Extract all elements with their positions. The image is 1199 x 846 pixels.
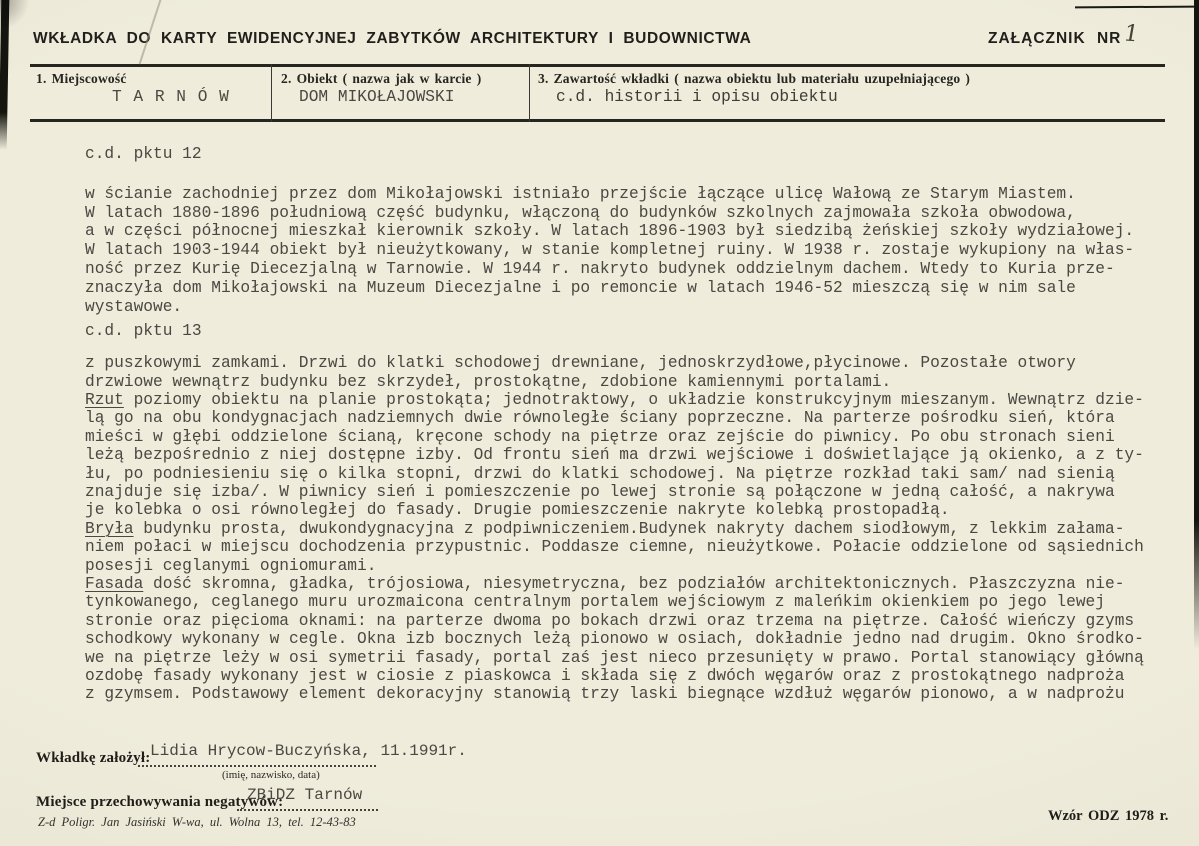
column-label-miejscowosc: 1. Miejscowość [36,71,127,86]
founder-hint: (imię, nazwisko, data) [222,769,320,781]
table-bottom-rule [30,119,1165,122]
scan-artifact-corner-shadow [0,0,30,30]
body-line: W latach 1880-1896 południową część budynku, włączoną do budynków szkolnych zajmowała szkoła obwodowa, [85,203,1076,222]
column-value-zawartosc: c.d. historii i opisu obiektu [556,88,838,106]
body-line: ność przez Kurię Diecezjalną w Tarnowie. W 1944 r. nakryto budynek oddzielnym dachem. Wtedy to Kuria prze- [85,259,1115,278]
body-line: niem połaci w miejscu dochodzenia przypustnic. Poddasze ciemne, nieużytkowe. Połacie oddzielone od sąsiednich [85,538,1144,557]
underlined-keyword: Fasada [85,575,144,594]
scan-artifact-right-edge [1194,0,1199,650]
body-heading: c.d. pktu 13 [85,322,202,341]
column-label-obiekt: 2. Obiekt ( nazwa jak w karcie ) [281,71,482,86]
body-line: łu, po podniesieniu się o kilka stopni, drzwi do klatki schodowej. Na piętrze rozkład taki sam/ nad sienią [85,464,1115,483]
body-paragraph [85,185,1195,317]
body-line: posesji ceglanymi ogniomurami. [85,556,377,575]
attachment-label: ZAŁĄCZNIK NR [988,30,1122,47]
body-line: je kolebka o osi równoległej do fasady. Drugie pomieszczenie nakryte kolebką prostopadłą. [85,501,950,520]
body-sections [85,145,1195,704]
body-line: ozdobę fasady wykonany jest w ciosie z piaskowca i składa się z dwóch węgarów oraz z prostokątnego nadproża [85,667,1125,686]
negatives-dotted-line [237,809,378,811]
column-value-miejscowosc: T A R N Ó W [112,88,230,106]
attachment-number-handwritten: 1 [1121,20,1141,48]
body-line: z puszkowymi zamkami. Drzwi do klatki schodowej drewniane, jednoskrzydłowe,płycinowe. Pozostałe otwory [85,354,1076,373]
body-line: z gzymsem. Podstawowy element dekoracyjny stanowią trzy laski biegnące wzdłuż węgarów pionowo, a w nadprożu [85,685,1125,704]
body-line: w ścianie zachodniej przez dom Mikołajowski istniało przejście łączące ulicę Wałową ze Starym Miastem. [85,184,1076,203]
body-line: lą go na obu kondygnacjach nadziemnych dwie równoległe ściany poprzeczne. Na parterze pośrodku sień, która [85,409,1115,428]
body-line: W latach 1903-1944 obiekt był nieużytkowany, w stanie kompletnej ruiny. W 1938 r. zostaje wykupiony na włas- [85,241,1135,260]
underlined-keyword: Bryła [85,519,134,538]
founder-dotted-line [138,765,376,767]
body-line: tynkowanego, ceglanego muru urozmaicona centralnym portalem wejściowym z maleńkim okienkiem po jego lewej [85,593,1105,612]
table-top-rule [30,64,1165,67]
scan-artifact-top-right-line [1075,6,1195,9]
body-line: we na piętrze leży w osi symetrii fasady, portal zaś jest nieco przesunięty w prawo. Portal stanowiący główną [85,648,1144,667]
body-paragraph [85,354,1195,391]
underlined-keyword: Rzut [85,390,124,409]
body-line: leżą bezpośrednio z niej dostępne izby. Od frontu sień ma drzwi wejściowe i doświetlające ją okienko, a z ty- [85,446,1144,465]
body-line: a w części północnej mieszkał kierownik szkoły. W latach 1896-1903 był siedzibą żeńskiej szkoły wydziałowej. [85,222,1135,241]
founder-label: Wkładkę założył: [36,750,151,766]
body-line: Rzut poziomy obiektu na planie prostokąta; jednotraktowy, o układzie konstrukcyjnym mieszanym. Wewnątrz dzie- [85,390,1144,409]
body-line: znaczyła dom Mikołajowski na Muzeum Diecezjalne i po remoncie w latach 1946-52 mieszczą się w nim sale [85,278,1076,297]
body-line: schodkowy wykonany w cegle. Okna izb bocznych leżą pionowo w osiach, dokładnie jedno nad drugim. Okno środko- [85,630,1144,649]
founder-value: Lidia Hrycow-Buczyńska, 11.1991r. [150,742,467,760]
body-line: Fasada dość skromna, gładka, trójosiowa, niesymetryczna, bez podziałów architektonicznych. Płaszczyzna nie- [85,575,1125,594]
body-line: wystawowe. [85,297,183,316]
body-line: stronie oraz pięcioma oknami: na parterze dwoma po bokach drzwi oraz trzema na piętrze. Całość wieńczy gzyms [85,611,1135,630]
negatives-value: ZBiDZ Tarnów [247,786,363,804]
table-divider-2 [529,64,530,122]
column-label-zawartosc: 3. Zawartość wkładki ( nazwa obiektu lub materiału uzupełniającego ) [538,71,971,86]
body-line: znajduje się izba/. W piwnicy sień i pomieszczenie po lewej stronie są połączone w jedną całość, a nakrywa [85,483,1115,502]
body-paragraph [85,520,1195,575]
form-code: Wzór ODZ 1978 r. [1048,808,1169,824]
table-divider-1 [271,64,272,122]
body-line: drzwiowe wewnątrz budynku bez skrzydeł, prostokątne, zdobione kamiennymi portalami. [85,372,892,391]
page-title: WKŁADKA DO KARTY EWIDENCYJNEJ ZABYTKÓW ARCHITEKTURY I BUDOWNICTWA [33,30,752,47]
printer-imprint: Z-d Poligr. Jan Jasiński W-wa, ul. Wolna 13, tel. 12-43-83 [38,815,356,829]
body-line: Bryła budynku prosta, dwukondygnacyjna z podpiwniczeniem.Budynek nakryty dachem siodłowym, z lekkim załama- [85,519,1125,538]
body-paragraph [85,391,1195,520]
body-paragraph [85,575,1195,704]
column-value-obiekt: DOM MIKOŁAJOWSKI [299,88,455,106]
body-heading: c.d. pktu 12 [85,145,202,163]
body-line: mieści w głębi oddzielone ścianą, kręcone schody na piętrze oraz zejście do piwnicy. Po obu stronach sieni [85,427,1115,446]
negatives-label: Miejsce przechowywania negatywów: [36,794,284,810]
